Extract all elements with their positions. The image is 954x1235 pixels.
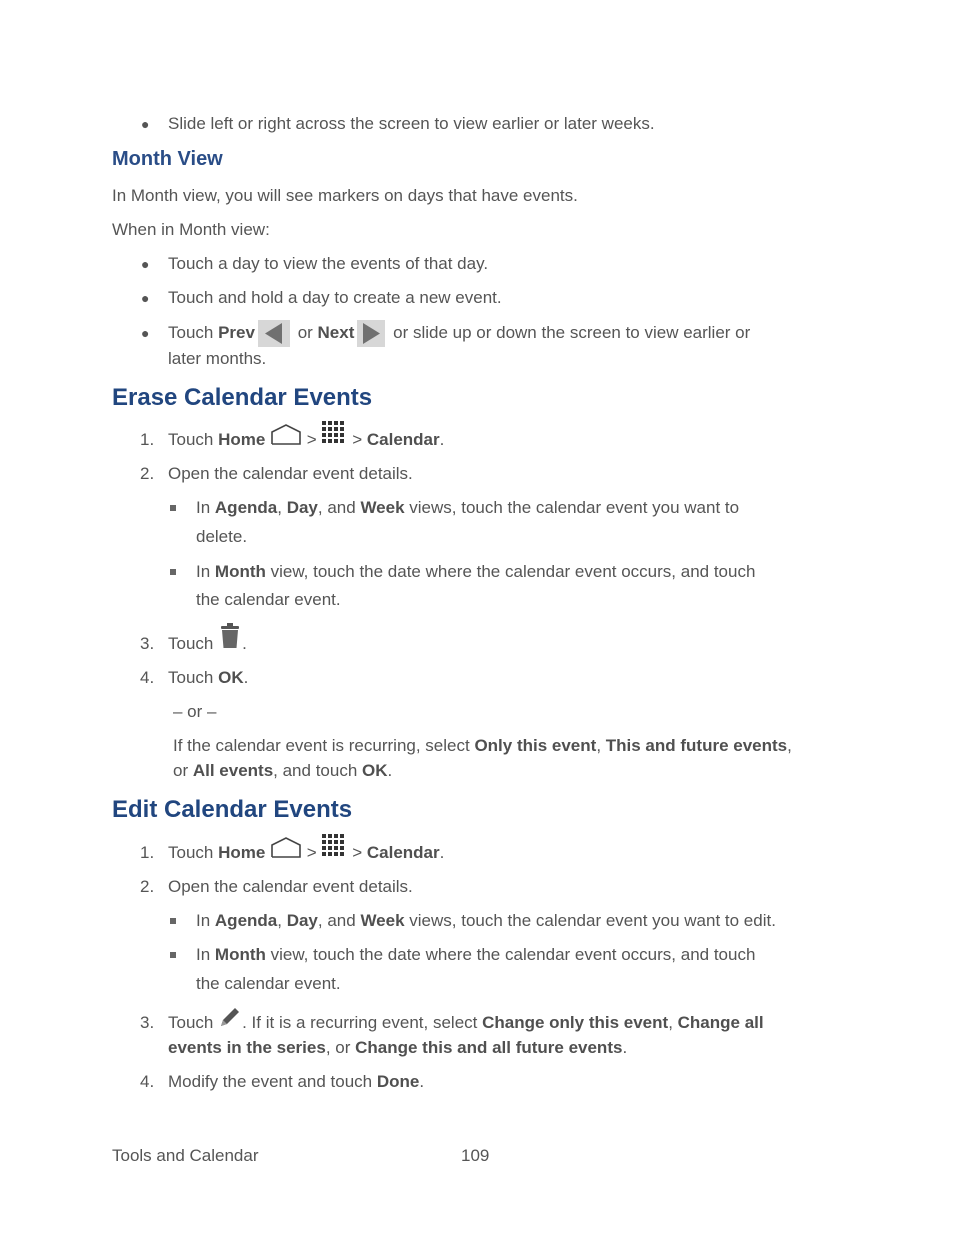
erase-sub-1: In Agenda, Day, and Week views, touch the calendar event you want to (196, 498, 740, 517)
erase-sub-2-line2: the calendar event. (196, 590, 341, 609)
prev-icon (258, 320, 290, 347)
edit-step-4: Modify the event and touch Done. (168, 1072, 425, 1091)
edit-step-3-line2: events in the series, or Change this and all future events. (168, 1038, 628, 1057)
or-separator: – or – (173, 702, 217, 721)
trash-icon (218, 635, 242, 655)
month-bullet-1: Touch a day to view the events of that day. (168, 254, 489, 273)
edit-sub-2: In Month view, touch the date where the calendar event occurs, and touch (196, 945, 756, 964)
erase-sub-1-line2: delete. (196, 527, 248, 546)
erase-step-1: Touch Home > > Calendar. (168, 430, 444, 451)
step-number: 3. (140, 634, 155, 653)
month-bullet-3-line2: later months. (168, 349, 267, 368)
erase-step-3: Touch . (168, 634, 247, 655)
bullet-dot: ● (141, 325, 150, 341)
apps-grid-icon (321, 844, 347, 864)
footer-section: Tools and Calendar (112, 1146, 259, 1165)
step-number: 3. (140, 1013, 155, 1032)
top-bullet-text: Slide left or right across the screen to view earlier or later weeks. (168, 114, 655, 133)
page-number: 109 (461, 1146, 490, 1165)
month-view-intro: In Month view, you will see markers on days that have events. (112, 186, 578, 205)
step-number: 1. (140, 843, 155, 862)
step-number: 4. (140, 668, 155, 687)
erase-heading: Erase Calendar Events (112, 384, 373, 411)
sub-bullet-square (170, 952, 176, 958)
month-view-heading: Month View (112, 148, 223, 170)
bullet-dot: ● (141, 116, 150, 132)
edit-heading: Edit Calendar Events (112, 796, 353, 823)
step-number: 2. (140, 464, 155, 483)
erase-step-2: Open the calendar event details. (168, 464, 413, 483)
erase-sub-2: In Month view, touch the date where the calendar event occurs, and touch (196, 562, 756, 581)
month-bullet-3: Touch Prev or Next or slide up or down the screen to view earlier or (168, 318, 750, 348)
edit-step-3: Touch . If it is a recurring event, select Change only this event, Change all (168, 1013, 764, 1034)
bullet-dot: ● (141, 290, 150, 306)
step-number: 4. (140, 1072, 155, 1091)
sub-bullet-square (170, 569, 176, 575)
edit-sub-1: In Agenda, Day, and Week views, touch the calendar event you want to edit. (196, 911, 776, 930)
edit-sub-2-line2: the calendar event. (196, 974, 341, 993)
erase-recurring: If the calendar event is recurring, select Only this event, This and future events, (173, 736, 792, 755)
step-number: 1. (140, 430, 155, 449)
home-icon (270, 844, 302, 864)
step-number: 2. (140, 877, 155, 896)
month-view-when: When in Month view: (112, 220, 270, 239)
erase-recurring-line2: or All events, and touch OK. (173, 761, 393, 780)
next-icon (357, 320, 385, 347)
apps-grid-icon (321, 431, 347, 451)
bullet-dot: ● (141, 256, 150, 272)
month-bullet-2: Touch and hold a day to create a new event. (168, 288, 502, 307)
erase-step-4: Touch OK. (168, 668, 249, 687)
pencil-icon (218, 1014, 242, 1034)
sub-bullet-square (170, 505, 176, 511)
edit-step-1: Touch Home > > Calendar. (168, 843, 444, 864)
sub-bullet-square (170, 918, 176, 924)
edit-step-2: Open the calendar event details. (168, 877, 413, 896)
home-icon (270, 431, 302, 451)
